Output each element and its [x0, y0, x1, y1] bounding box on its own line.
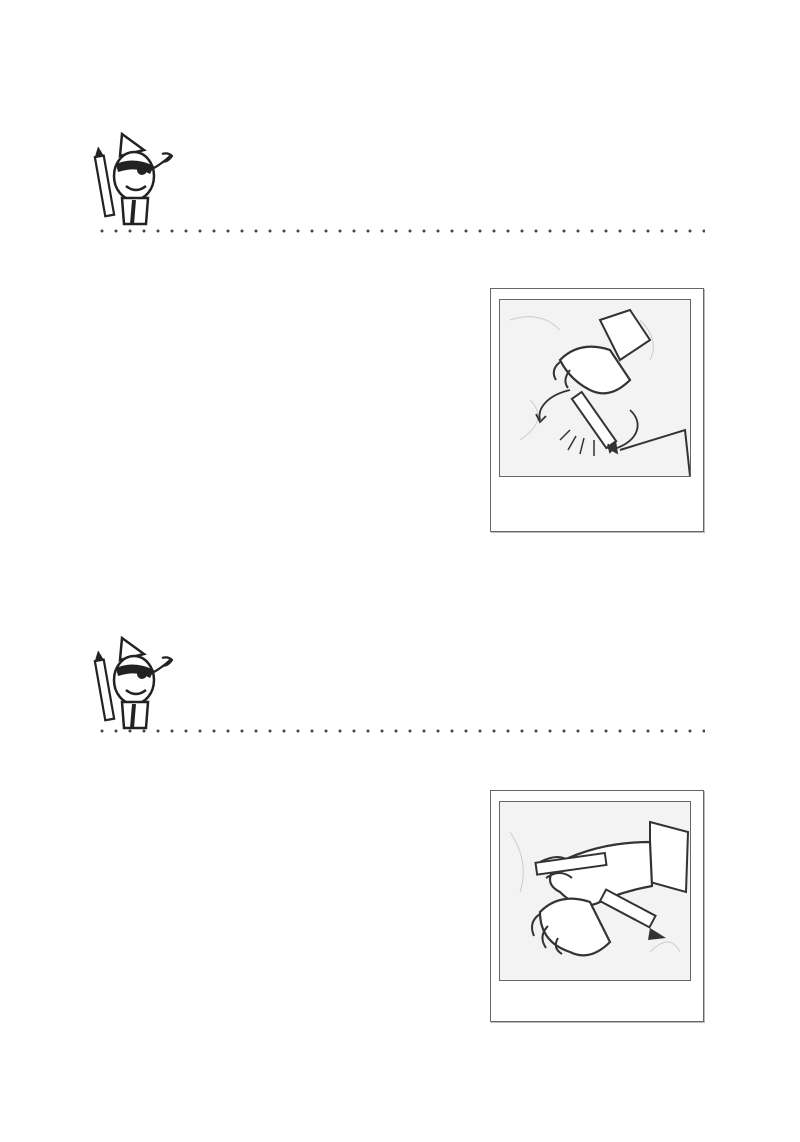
pencil-boy-mascot-icon — [92, 630, 178, 730]
hand-spinning-pencil-illustration — [499, 299, 691, 477]
dotted-divider — [95, 728, 705, 734]
pencils-bottom-decoration — [0, 1010, 800, 1142]
dotted-divider — [95, 228, 705, 234]
illustration-frame — [490, 790, 704, 1022]
illustration-frame — [490, 288, 704, 532]
pencil-rolling-off-hand-illustration — [499, 801, 691, 981]
pencil-boy-mascot-icon — [92, 126, 178, 226]
